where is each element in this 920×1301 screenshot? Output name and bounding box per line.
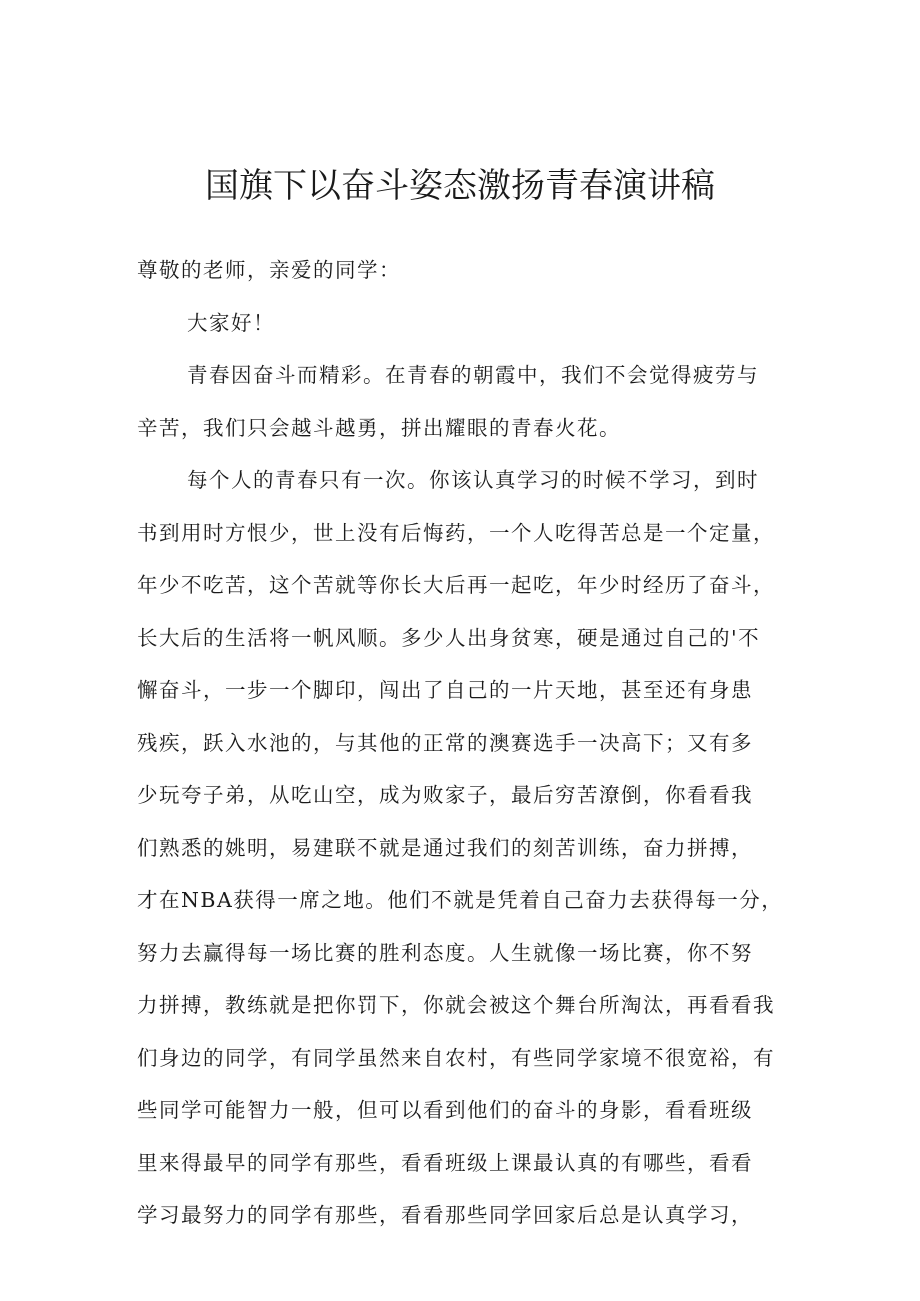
- paragraph-line: 懈奋斗，一步一个脚印，闯出了自己的一片天地，甚至还有身患: [137, 678, 753, 702]
- paragraph-line: 青春因奋斗而精彩。在青春的朝霞中，我们不会觉得疲劳与: [187, 363, 759, 387]
- paragraph-line: 长大后的生活将一帆风顺。多少人出身贫寒，硬是通过自己的'不: [137, 625, 761, 650]
- paragraph-line: 力拼搏，教练就是把你罚下，你就会被这个舞台所淘汰，再看看我: [137, 993, 775, 1017]
- paragraph-line: 们熟悉的姚明，易建联不就是通过我们的刻苦训练，奋力拼搏，: [137, 835, 753, 860]
- line-spacer: [137, 500, 797, 514]
- paragraph-line: 书到用时方恨少，世上没有后悔药，一个人吃得苦总是一个定量，: [137, 520, 775, 545]
- document-title: 国旗下以奋斗姿态激扬青春演讲稿: [205, 166, 715, 206]
- paragraph-line: 每个人的青春只有一次。你该认真学习的时候不学习，到时: [187, 468, 759, 492]
- line-spacer: [137, 290, 797, 304]
- line-spacer: [137, 395, 797, 409]
- line-spacer: [137, 605, 797, 619]
- paragraph-line: 辛苦，我们只会越斗越勇，拼出耀眼的青春火花。: [137, 415, 621, 440]
- line-spacer: [137, 342, 797, 356]
- line-spacer: [137, 867, 797, 881]
- salutation: 尊敬的老师，亲爱的同学：: [137, 258, 401, 282]
- paragraph-line: 努力去赢得每一场比赛的胜利态度。人生就像一场比赛，你不努: [137, 940, 753, 965]
- document-body: [137, 251, 797, 1235]
- paragraph-line: 些同学可能智力一般，但可以看到他们的奋斗的身影，看看班级: [137, 1098, 753, 1122]
- line-spacer: [137, 552, 797, 566]
- line-spacer: [137, 815, 797, 829]
- paragraph-line: 残疾，跃入水池的，与其他的正常的澳赛选手一决高下；又有多: [137, 730, 753, 755]
- paragraph-1: [137, 356, 797, 461]
- paragraph-line: 才在NBA获得一席之地。他们不就是凭着自己奋力去获得每一分，: [137, 888, 784, 912]
- line-spacer: [137, 920, 797, 934]
- line-spacer: [137, 1077, 797, 1091]
- line-spacer: [137, 972, 797, 986]
- line-spacer: [137, 1182, 797, 1196]
- paragraph-line: 少玩夸子弟，从吃山空，成为败家子，最后穷苦潦倒，你看看我: [137, 783, 753, 807]
- paragraph-line: 们身边的同学，有同学虽然来自农村，有些同学家境不很宽裕，有: [137, 1045, 775, 1070]
- line-spacer: [137, 1025, 797, 1039]
- paragraph-line: 年少不吃苦，这个苦就等你长大后再一起吃，年少时经历了奋斗，: [137, 573, 775, 597]
- line-spacer: [137, 1130, 797, 1144]
- paragraph-2: [137, 461, 797, 1235]
- line-spacer: [137, 447, 797, 461]
- paragraph-line: 里来得最早的同学有那些，看看班级上课最认真的有哪些，看看: [137, 1150, 753, 1175]
- line-spacer: [137, 762, 797, 776]
- paragraph-line: 学习最努力的同学有那些，看看那些同学回家后总是认真学习，: [137, 1203, 753, 1227]
- line-spacer: [137, 657, 797, 671]
- greeting: 大家好！: [187, 310, 275, 335]
- line-spacer: [137, 710, 797, 724]
